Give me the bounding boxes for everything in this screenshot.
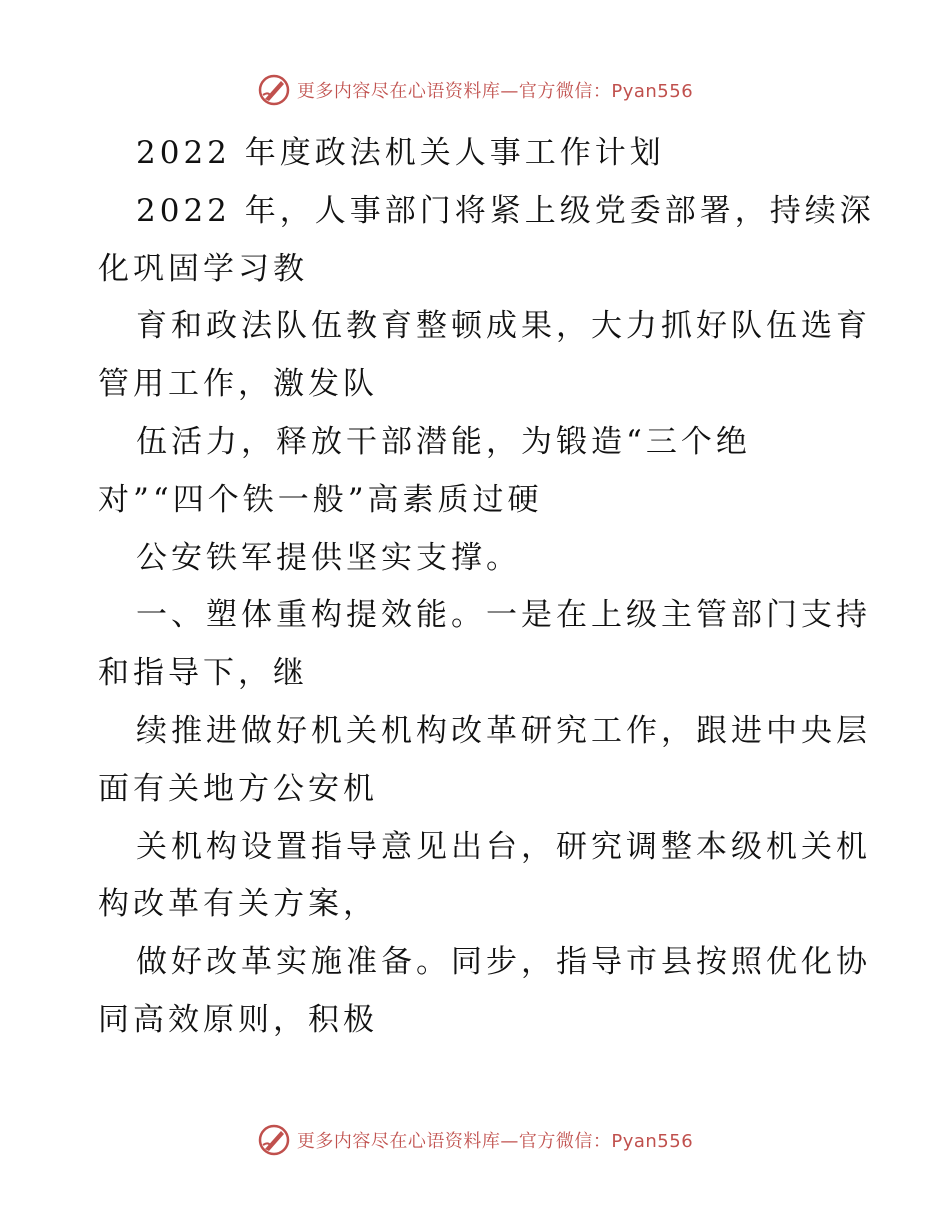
text-line: 管用工作，激发队 [98,366,378,403]
quill-logo-icon [257,1123,291,1157]
footer-watermark-text: 更多内容尽在心语资料库—官方微信：Pyan556 [296,1131,694,1152]
text-line: 关机构设置指导意见出台，研究调整本级机关机 [136,828,871,865]
text-line: 和指导下，继 [98,655,308,692]
footer-watermark [0,1120,950,1160]
text-line: 育和政法队伍教育整顿成果，大力抓好队伍选育 [136,308,871,345]
quill-logo-icon [257,73,291,107]
text-line: 2022 年，人事部门将紧上级党委部署，持续深 [136,192,875,229]
text-line: 对”“四个铁一般”高素质过硬 [98,481,543,518]
text-line: 续推进做好机关机构改革研究工作，跟进中央层 [136,712,871,749]
text-line: 构改革有关方案， [98,886,378,923]
header-watermark-text: 更多内容尽在心语资料库—官方微信：Pyan556 [296,81,694,102]
text-line: 伍活力，释放干部潜能，为锻造“三个绝 [136,423,751,460]
text-line: 同高效原则，积极 [98,1001,378,1038]
document-body [98,125,875,1050]
text-line: 2022 年度政法机关人事工作计划 [136,135,665,171]
header-watermark [0,70,950,110]
text-line: 化巩固学习教 [98,250,308,287]
text-line: 公安铁军提供坚实支撑。 [136,539,521,576]
text-line: 面有关地方公安机 [98,770,378,807]
text-line: 一、塑体重构提效能。一是在上级主管部门支持 [136,597,871,634]
text-line: 做好改革实施准备。同步，指导市县按照优化协 [136,944,871,981]
